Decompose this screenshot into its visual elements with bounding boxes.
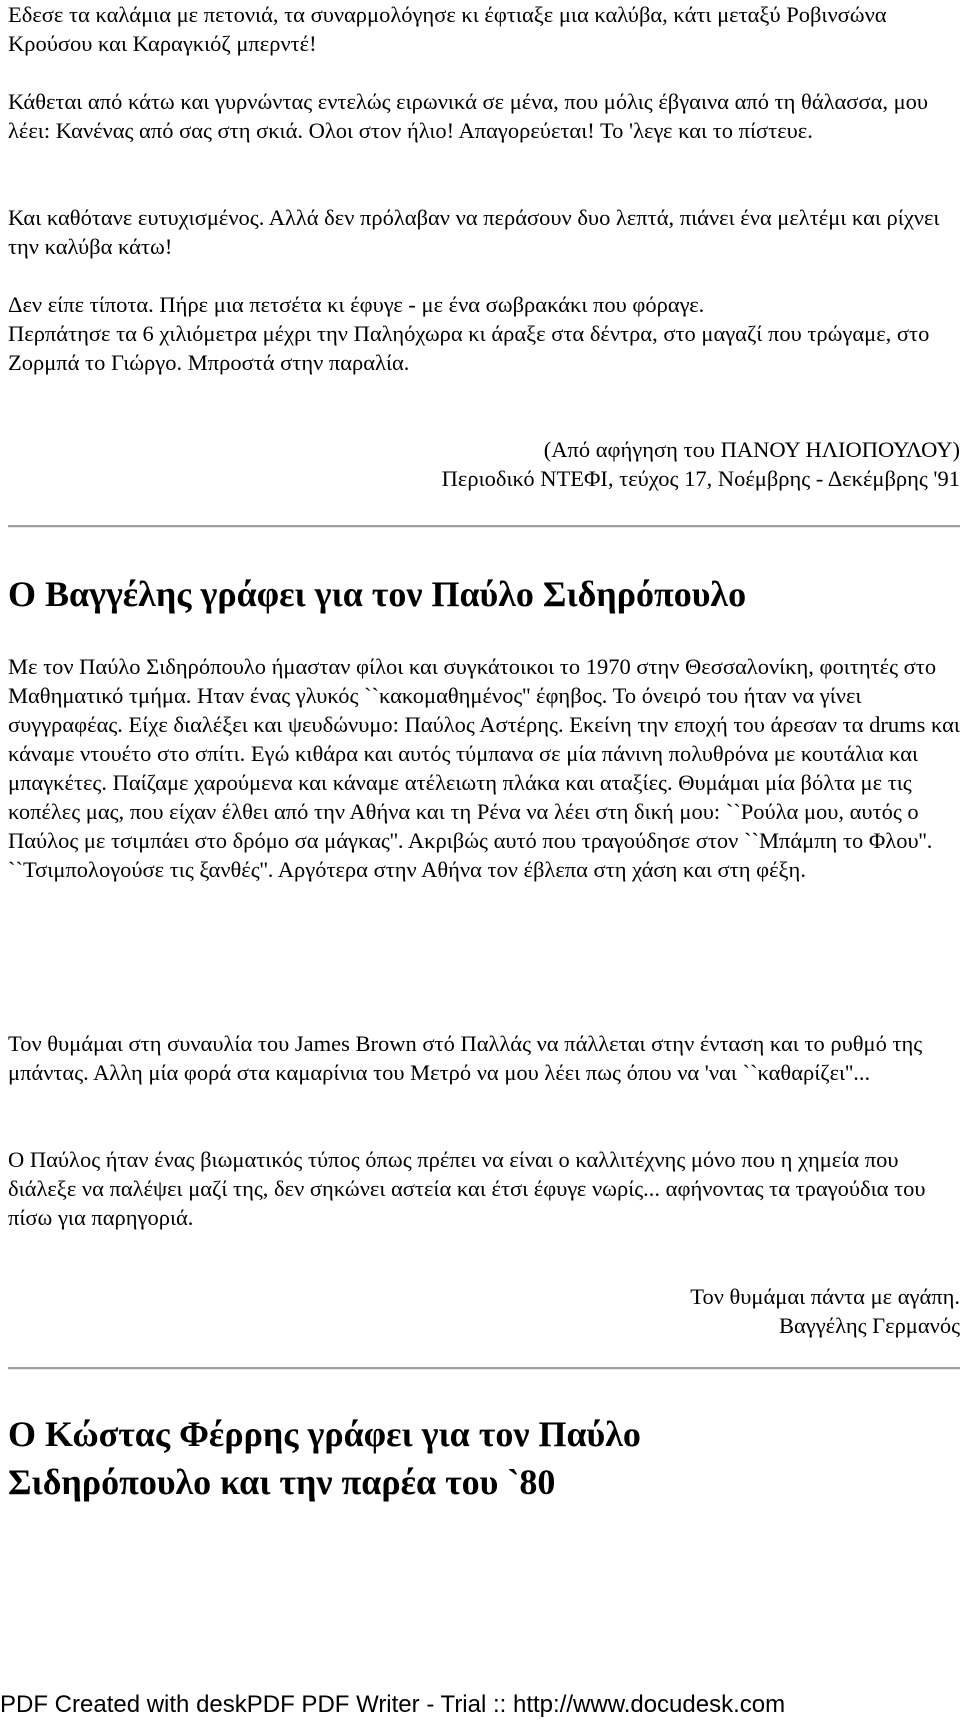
- paragraph: Εδεσε τα καλάμια με πετονιά, τα συναρμολόγησε κι έφτιαξε μια καλύβα, κάτι μεταξύ Ροβινσώνα Κρούσου και Καραγκιόζ μπερντέ!: [8, 2, 887, 56]
- pdf-watermark-footer: PDF Created with deskPDF PDF Writer - Trial :: http://www.docudesk.com: [0, 1691, 786, 1718]
- paragraph-line: Δεν είπε τίποτα. Πήρε μια πετσέτα κι έφυγε - με ένα σωβρακάκι που φόραγε.: [8, 292, 705, 317]
- paragraph-line: Περπάτησε τα 6 χιλιόμετρα μέχρι την Παληόχωρα κι άραξε στα δέντρα, στο μαγαζί που τρώγαμε, στο Ζορμπά το Γιώργο. Μπροστά στην παραλία.: [8, 321, 930, 375]
- paragraph: Με τον Παύλο Σιδηρόπουλο ήμασταν φίλοι και συγκάτοικοι το 1970 στην Θεσσαλονίκη, φοιτητές στο Μαθηματικό τμήμα. Ηταν ένας γλυκός ``κακομαθημένος'' έφηβος. Το όνειρό του ήταν να γίνει συγγραφέας. Είχε διαλέξει και ψευδώνυμο: Παύλος Αστέρης. Εκείνη την εποχή του άρεσαν τα drums και κάναμε ντουέτο στο σπίτι. Εγώ κιθάρα και αυτός τύμπανα σε μία πάνινη πολυθρόνα με κουτάλια και μπαγκέτες. Παίζαμε χαρούμενα και κάναμε ατέλειωτη πλάκα και αταξίες. Θυμάμαι μία βόλτα με τις κοπέλες μας, που είχαν έλθει από την Αθήνα και τη Ρένα να λέει στη δική μου: ``Ρούλα μου, αυτός ο Παύλος με τσιμπάει στο δρόμο σα μάγκας''. Ακριβώς αυτό που τραγούδησε στον ``Μπάμπη το Φλου''. ``Τσιμπολογούσε τις ξανθές''. Αργότερα στην Αθήνα τον έβλεπα στη χάση και στη φέξη.: [8, 654, 960, 882]
- signature-line: Τον θυμάμαι πάντα με αγάπη.: [690, 1284, 960, 1309]
- source-credit-line: (Από αφήγηση του ΠΑΝΟΥ ΗΛΙΟΠΟΥΛΟΥ): [543, 437, 960, 462]
- source-credit: [8, 435, 960, 493]
- signature: [8, 1282, 960, 1340]
- section-heading: Ο Κώστας Φέρρης γράφει για τον Παύλο Σιδηρόπουλο και την παρέα του `80: [8, 1414, 641, 1502]
- signature-author: Βαγγέλης Γερμανός: [778, 1313, 960, 1338]
- paragraph: Και καθότανε ευτυχισμένος. Αλλά δεν πρόλαβαν να περάσουν δυο λεπτά, πιάνει ένα μελτέμι και ρίχνει την καλύβα κάτω!: [8, 205, 940, 259]
- source-credit-line: Περιοδικό ΝΤΕΦΙ, τεύχος 17, Νοέμβρης - Δεκέμβρης '91: [441, 466, 960, 491]
- paragraph: [8, 290, 960, 377]
- paragraph: Κάθεται από κάτω και γυρνώντας εντελώς ειρωνικά σε μένα, που μόλις έβγαινα από τη θάλασσα, μου λέει: Κανένας από σας στη σκιά. Ολοι στον ήλιο! Απαγορεύεται! Το 'λεγε και το πίστευε.: [8, 89, 929, 143]
- divider: [8, 1367, 960, 1370]
- paragraph: Ο Παύλος ήταν ένας βιωματικός τύπος όπως πρέπει να είναι ο καλλιτέχνης μόνο που η χημεία που διάλεξε να παλέψει μαζί της, δεν σηκώνει αστεία και έτσι έφυγε νωρίς... αφήνοντας τα τραγούδια του πίσω για παρηγοριά.: [8, 1147, 926, 1230]
- paragraph: Τον θυμάμαι στη συναυλία του James Brown στό Παλλάς να πάλλεται στην ένταση και το ρυθμό της μπάντας. Αλλη μία φορά στα καμαρίνια του Μετρό να μου λέει πως όπου να 'ναι ``καθαρίζει''...: [8, 1031, 923, 1085]
- divider: [8, 525, 960, 528]
- section-heading: Ο Βαγγέλης γράφει για τον Παύλο Σιδηρόπουλο: [8, 574, 747, 614]
